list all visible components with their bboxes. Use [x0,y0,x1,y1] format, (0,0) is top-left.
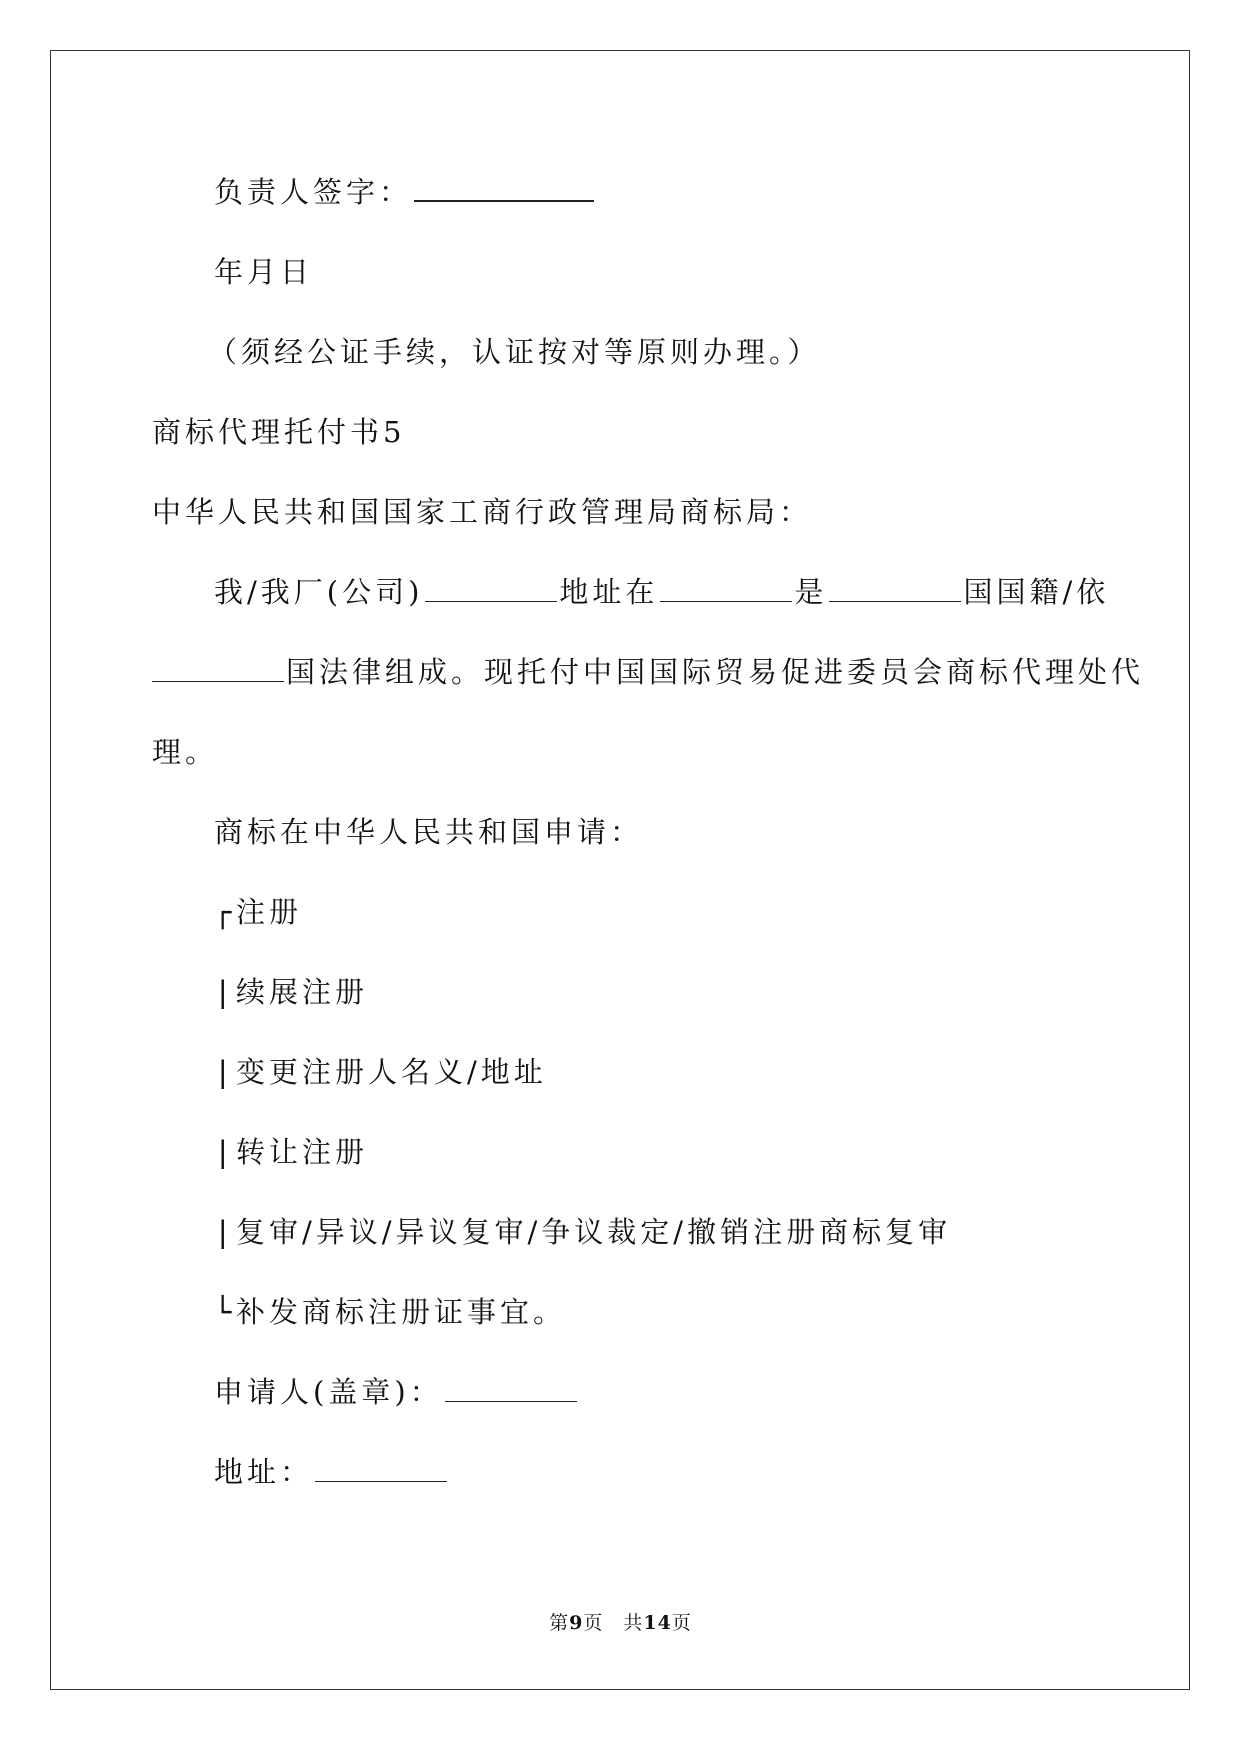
bracket-mid-mark: | [214,1215,232,1249]
option-transfer [214,1132,368,1172]
option-label: 变更注册人名义/地址 [236,1055,547,1089]
law-country-blank [152,655,284,682]
option-label: 续展注册 [236,975,369,1009]
option-review [214,1212,951,1252]
signature-blank [414,174,594,202]
company-blank [425,575,557,602]
option-renewal [214,972,368,1012]
bracket-bottom-mark: └ [214,1295,232,1329]
option-label: 补发商标注册证事宜。 [236,1295,567,1329]
signature-line [214,172,596,212]
date-line: 年月日 [214,255,314,289]
bracket-mid-mark: | [214,1055,232,1089]
option-label: 注册 [236,895,303,929]
option-registration [214,892,302,932]
option-label: 转让注册 [236,1135,369,1169]
footer-prefix: 第 [549,1612,570,1634]
footer-mid: 页 共 [583,1612,644,1634]
p1-part-c: 是 [794,575,828,609]
bracket-top-mark: ┌ [214,895,232,929]
option-change [214,1052,547,1092]
page-border [50,50,1190,1690]
paragraph-line-2 [152,652,1144,692]
notarization-note: （须经公证手续，认证按对等原则办理。） [208,335,821,369]
section-title: 商标代理托付书5 [152,415,406,449]
page-footer [0,1608,1241,1635]
option-reissue [214,1292,566,1332]
paragraph-line-1 [214,572,1109,612]
applicant-blank [445,1375,577,1402]
bracket-mid-mark: | [214,975,232,1009]
address-blank [660,575,792,602]
bracket-mid-mark: | [214,1135,232,1169]
option-label: 复审/异议/异议复审/争议裁定/撤销注册商标复审 [236,1215,952,1249]
p1-part-d: 国国籍/依 [963,575,1110,609]
signature-label: 负责人签字： [214,175,413,209]
nationality-blank [829,575,961,602]
address-field-blank [315,1455,447,1482]
apply-intro: 商标在中华人民共和国申请： [214,815,644,849]
address-line [214,1452,449,1492]
applicant-line [214,1372,579,1412]
p1-part-b: 地址在 [559,575,659,609]
p2-text: 国法律组成。现托付中国国际贸易促进委员会商标代理处代 [286,655,1145,689]
addressee: 中华人民共和国国家工商行政管理局商标局： [152,495,813,529]
current-page-number: 9 [569,1612,584,1634]
p1-part-a: 我/我厂(公司) [214,575,424,609]
applicant-label: 申请人(盖章)： [214,1375,443,1409]
paragraph-line-3: 理。 [152,735,219,769]
footer-suffix: 页 [671,1612,692,1634]
total-pages-number: 14 [643,1612,672,1634]
address-label: 地址： [214,1455,314,1489]
